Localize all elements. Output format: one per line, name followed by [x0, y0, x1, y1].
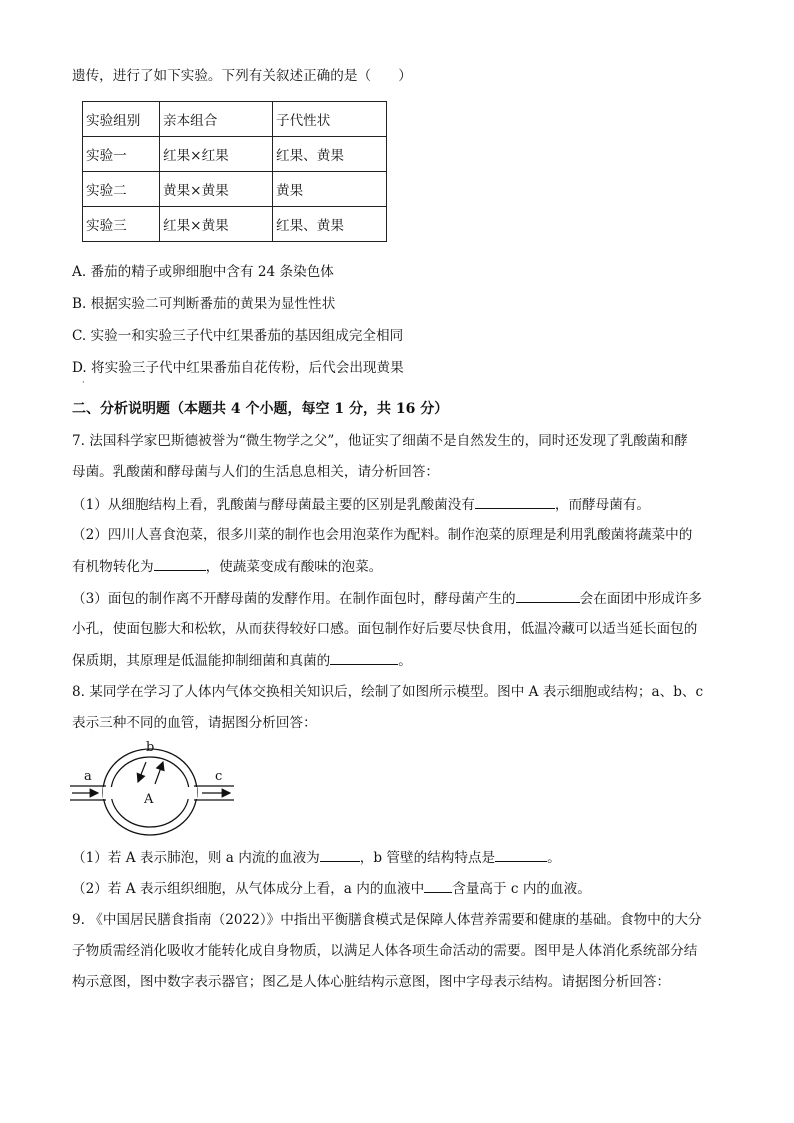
option-c: C. 实验一和实验三子代中红果番茄的基因组成完全相同: [72, 328, 404, 344]
section-heading: 二、分析说明题（本题共 4 个小题，每空 1 分，共 16 分）: [72, 401, 449, 417]
question-stem-continuation: 遗传，进行了如下实验。下列有关叙述正确的是（ ）: [72, 68, 412, 84]
q7-part3-text2: 保质期，其原理是低温能抑制细菌和真菌的: [72, 653, 331, 669]
label-b: b: [146, 740, 155, 755]
q8-stem-line2: 表示三种不同的血管，请据图分析回答：: [72, 715, 317, 731]
q7-part1-text: （1）从细胞结构上看，乳酸菌与酵母菌最主要的区别是乳酸菌没有: [72, 497, 475, 513]
q8-part1-text-mid: ，b 管壁的结构特点是: [359, 850, 496, 866]
label-a: a: [84, 769, 92, 784]
q7-stem-line1: 7. 法国科学家巴斯德被誉为“微生物学之父”，他证实了细菌不是自然发生的，同时还发现了乳酸菌和酵: [72, 433, 688, 449]
table-cell: 红果、黄果: [273, 137, 387, 172]
q9-stem-line1: 9. 《中国居民膳食指南（2022）》中指出平衡膳食模式是保障人体营养需要和健康的基础。食物中的大分: [72, 912, 702, 928]
table-cell: 实验三: [83, 207, 160, 242]
experiment-table: [82, 101, 387, 242]
q8-part1-text: （1）若 A 表示肺泡，则 a 内流的血液为: [72, 850, 320, 866]
answer-blank[interactable]: [424, 878, 452, 893]
table-cell: 黄果×黄果: [160, 172, 273, 207]
answer-blank[interactable]: [475, 494, 555, 509]
vessel-a: [70, 786, 113, 800]
label-A: A: [144, 792, 154, 807]
table-header-cell: 亲本组合: [160, 102, 273, 137]
table-cell: 实验一: [83, 137, 160, 172]
option-a: A. 番茄的精子或卵细胞中含有 24 条染色体: [72, 264, 334, 280]
table-row: [83, 207, 387, 242]
q9-stem-line2: 子物质需经消化吸收才能转化成自身物质，以满足人体各项生命活动的需要。图甲是人体消化系统部分结: [72, 943, 698, 959]
table-cell: 实验二: [83, 172, 160, 207]
q7-part3-end: 。: [398, 653, 412, 669]
option-d: D. 将实验三子代中红果番茄自花传粉，后代会出现黄果: [72, 360, 404, 376]
answer-blank[interactable]: [516, 588, 580, 603]
q7-part3-text-cont: 会在面团中形成许多: [579, 591, 702, 607]
q7-part3-line2: 小孔，使面包膨大和松软，从而获得较好口感。面包制作好后要尽快食用，低温冷藏可以适当延长面包的: [72, 621, 698, 637]
table-header-row: [83, 102, 387, 137]
q8-part2-end: 含量高于 c 内的血液。: [452, 881, 591, 897]
answer-blank[interactable]: [154, 556, 206, 571]
answer-blank[interactable]: [330, 650, 398, 665]
table-header-cell: 实验组别: [83, 102, 160, 137]
q7-part2-line2: [72, 556, 382, 577]
table-cell: 红果×黄果: [160, 207, 273, 242]
q8-stem-line1: 8. 某同学在学习了人体内气体交换相关知识后，绘制了如图所示模型。图中 A 表示细胞或结构；a、b、c: [72, 684, 704, 700]
table-header-cell: 子代性状: [273, 102, 387, 137]
table-row: [83, 172, 387, 207]
q8-part1-end: 。: [547, 850, 561, 866]
vessel-c: [187, 786, 234, 800]
q8-part2-text: （2）若 A 表示组织细胞，从气体成分上看，a 内的血液中: [72, 881, 425, 897]
stray-dot: ·: [82, 378, 85, 387]
q7-part3-text: （3）面包的制作离不开酵母菌的发酵作用。在制作面包时，酵母菌产生的: [72, 591, 516, 607]
answer-blank[interactable]: [495, 847, 547, 862]
table-cell: 红果、黄果: [273, 207, 387, 242]
q7-part2-line1: （2）四川人喜食泡菜，很多川菜的制作也会用泡菜作为配料。制作泡菜的原理是利用乳酸菌将蔬菜中的: [72, 527, 693, 543]
gas-exchange-diagram: [70, 740, 250, 840]
table-row: [83, 137, 387, 172]
q7-part2-text-end: ，使蔬菜变成有酸味的泡菜。: [205, 559, 383, 575]
q7-part3-line3: [72, 650, 412, 671]
exchange-arrow-out: [155, 762, 163, 784]
q7-part2-text: 有机物转化为: [72, 559, 154, 575]
q8-part1: [72, 847, 561, 868]
option-b: B. 根据实验二可判断番茄的黄果为显性性状: [72, 296, 336, 312]
q7-stem-line2: 母菌。乳酸菌和酵母菌与人们的生活息息相关，请分析回答：: [72, 464, 440, 480]
q7-part1-text-end: ，而酵母菌有。: [554, 497, 651, 513]
q7-part3-line1: [72, 588, 702, 609]
label-c: c: [215, 769, 223, 784]
q8-part2: [72, 878, 591, 899]
table-cell: 红果×红果: [160, 137, 273, 172]
answer-blank[interactable]: [320, 847, 360, 862]
q7-part1: [72, 494, 650, 515]
exchange-arrow-in: [138, 762, 146, 782]
table-cell: 黄果: [273, 172, 387, 207]
q9-stem-line3: 构示意图，图中数字表示器官；图乙是人体心脏结构示意图，图中字母表示结构。请据图分析回答：: [72, 974, 671, 990]
